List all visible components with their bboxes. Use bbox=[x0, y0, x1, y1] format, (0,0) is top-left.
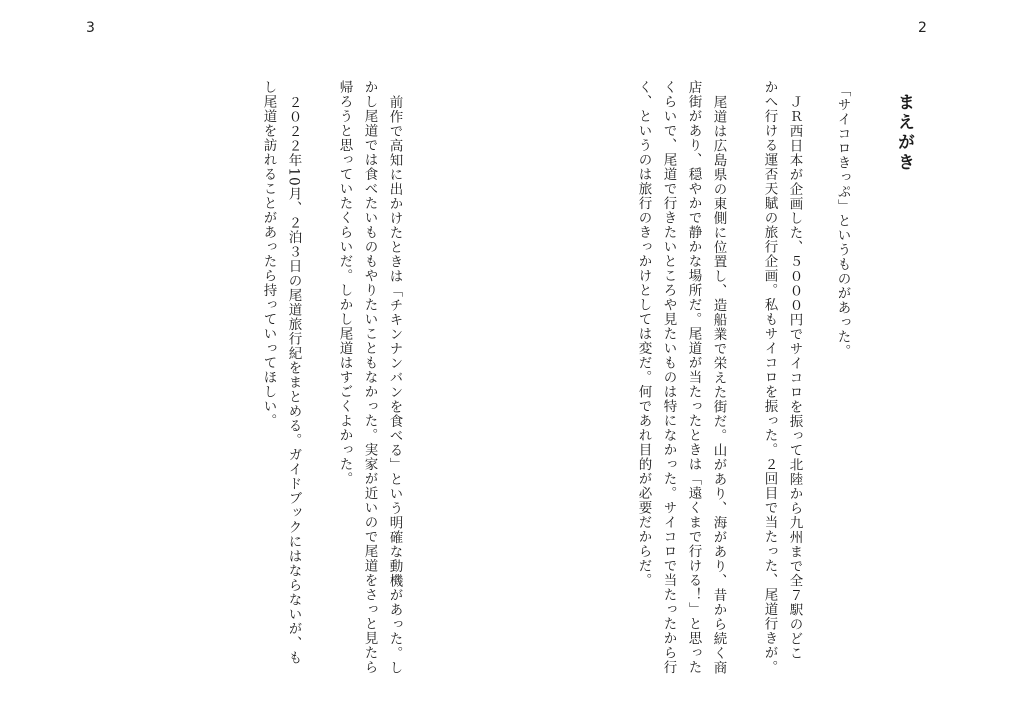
right-page-number: 2 bbox=[918, 20, 927, 36]
text-line-7: く、というのは旅行のきっかけとしては変だ。何であれ目的が必要だからだ。 bbox=[635, 80, 652, 588]
left-page-number: 3 bbox=[86, 20, 95, 36]
text-line-11: ２０２２年10月、２泊３日の尾道旅行紀をまとめる。ガイドブックにはならないが、も bbox=[285, 95, 302, 666]
text-line-9: かし尾道では食べたいものもやりたいこともなかった。実家が近いので尾道をさっと見たら bbox=[361, 80, 378, 675]
text-line-12: し尾道を訪れることがあったら持っていってほしい。 bbox=[260, 80, 277, 428]
text-line-2: ＪＲ西日本が企画した、５０００円でサイコロを振って北陸から九州まで全７駅のどこ bbox=[786, 95, 803, 661]
text-line-3: かへ行ける運否天賦の旅行企画。私もサイコロを振った。２回目で当たった、尾道行きが。 bbox=[761, 80, 778, 675]
text-line-10: 帰ろうと思っていたくらいだ。しかし尾道はすごくよかった。 bbox=[336, 80, 353, 486]
text-line-5: 店街があり、穏やかで静かな場所だ。尾道が当たったときは「遠くまで行ける！」と思った bbox=[685, 80, 702, 675]
text-line-6: くらいで、尾道で行きたいところや見たいものは特になかった。サイコロで当たったから行 bbox=[660, 80, 677, 675]
text-line-1: 「サイコロきっぷ」というものがあった。 bbox=[834, 83, 851, 359]
text-line-8: 前作で高知に出かけたときは「チキンナンバンを食べる」という明確な動機があった。し bbox=[386, 95, 403, 675]
chapter-title: まえがき bbox=[894, 93, 914, 173]
text-line-4: 尾道は広島県の東側に位置し、造船業で栄えた街だ。山があり、海があり、昔から続く商 bbox=[710, 95, 727, 675]
